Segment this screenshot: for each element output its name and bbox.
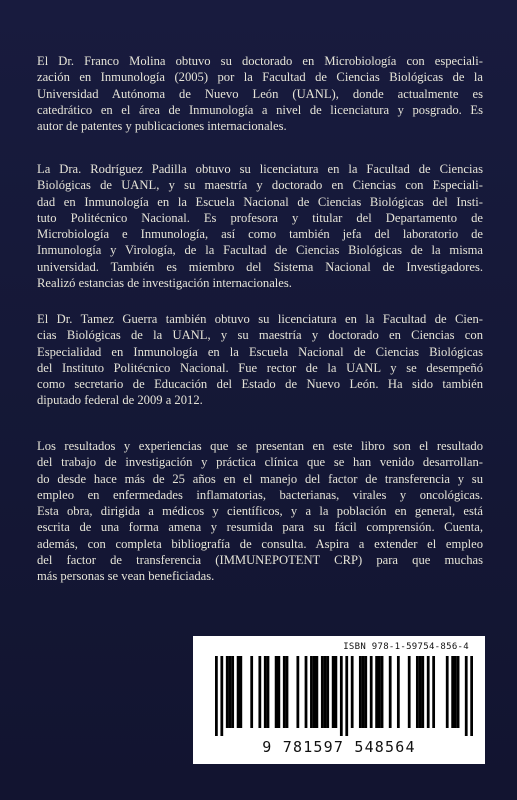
text-line: del trabajo de investigación y práctica clínica que se han venido desarrollan- (37, 455, 483, 470)
barcode-bar (351, 656, 354, 728)
barcode-bar (286, 656, 289, 728)
text-line: Especialidad en Inmunología en la Escuela Nacional de Ciencias Biológicas (37, 344, 483, 359)
text-line: do desde hace más de 25 años en el manejo del factor de transferencia y su (37, 471, 483, 486)
text-line: del factor de transferencia (IMMUNEPOTENT CRP) para que muchas (37, 553, 483, 568)
text-line: zación en Inmunología (2005) por la Facultad de Ciencias Biológicas de la (37, 70, 483, 85)
bio-franco-molina (37, 53, 483, 134)
barcode-bar (454, 656, 457, 728)
bio-tamez-guerra (37, 311, 483, 409)
text-line: La Dra. Rodríguez Padilla obtuvo su licenciatura en la Facultad de Ciencias (37, 162, 483, 176)
text-line: empleo en enfermedades inflamatorias, bacterianas, virales y oncológicas. (37, 487, 483, 502)
barcode-bar (345, 656, 348, 736)
barcode-bar (451, 656, 454, 728)
text-line: Biológicas de UANL, y su maestría y doctorado en Ciencias con Especiali- (37, 178, 483, 193)
text-line: más personas se vean beneficiadas. (37, 569, 215, 584)
barcode-bar (231, 656, 234, 728)
barcode-bar (275, 656, 278, 728)
text-line: Esta obra, dirigida a médicos y científicos, y a la población en general, está (37, 504, 483, 519)
barcode-bar (362, 656, 365, 728)
bio-rodriguez-padilla (37, 161, 483, 291)
text-line: diputado federal de 2009 a 2012. (37, 393, 203, 408)
barcode-bar (296, 656, 299, 728)
text-line: además, con completa bibliografía de consulta. Aspira a extender el empleo (37, 536, 483, 551)
text-line: El Dr. Franco Molina obtuvo su doctorado en Microbiología con especiali- (37, 54, 483, 68)
barcode-bar (305, 656, 308, 728)
barcode-bar (446, 656, 449, 728)
barcode-bar (313, 656, 316, 728)
barcode-bar (397, 656, 400, 728)
barcode-bar (229, 656, 232, 728)
barcode-bar (267, 656, 270, 728)
barcode-bar (321, 656, 324, 728)
barcode-bar (239, 656, 242, 728)
text-line: catedrático en el área de Inmunología a nivel de licenciatura y posgrado. Es (37, 102, 483, 117)
isbn-label: ISBN 978-1-59754-856-4 (343, 642, 469, 652)
text-line: dad en Inmunología en la Escuela Nacional de Ciencias Biológicas del Insti- (37, 194, 483, 209)
barcode-digits: 9 781597 548564 (262, 738, 416, 756)
text-line: autor de patentes y publicaciones internacionales. (37, 119, 287, 134)
barcode-bar (427, 656, 430, 728)
barcode-bar (378, 656, 381, 728)
barcode-bar (264, 656, 267, 728)
barcode-bar (389, 656, 392, 728)
barcode-bar (215, 656, 218, 736)
barcode-bar (332, 656, 335, 728)
barcode-bar (432, 656, 435, 728)
barcode-bar (340, 656, 343, 736)
text-line: del Instituto Politécnico Nacional. Fue rector de la UANL y se desempeñó (37, 360, 483, 375)
barcode-bar (375, 656, 378, 728)
barcode-bar (457, 656, 460, 728)
barcode-bar (334, 656, 337, 728)
barcode-bar (408, 656, 411, 728)
text-line: escrita de una forma amena y resumida para su fácil comprensión. Cuenta, (37, 520, 483, 535)
barcode-bar (310, 656, 313, 728)
barcode-bar (364, 656, 367, 728)
text-line: tuto Politécnico Nacional. Es profesora y titular del Departamento de (37, 210, 483, 225)
book-summary (37, 438, 483, 585)
text-line: Inmunología y Virología, de la Facultad de Ciencias Biológicas de la misma (37, 243, 483, 258)
text-line: Microbiología e Inmunología, así como también jefa del laboratorio de (37, 227, 483, 242)
barcode-bar (465, 656, 468, 736)
barcode-bar (283, 656, 286, 728)
text-line: cias Biológicas de la UANL, y su maestría y doctorado en Ciencias con (37, 328, 483, 343)
barcode-bar (326, 656, 329, 728)
barcode-bar (419, 656, 422, 728)
text-line: Los resultados y experiencias que se presentan en este libro son el resultado (37, 439, 483, 453)
barcode-bar (470, 656, 473, 736)
barcode-bar (277, 656, 280, 728)
barcode-bar (324, 656, 327, 728)
barcode-bar (359, 656, 362, 728)
barcode-bar (220, 656, 223, 736)
barcode-bar (416, 656, 419, 728)
text-line: El Dr. Tamez Guerra también obtuvo su licenciatura en la Facultad de Cien- (37, 312, 483, 326)
isbn-barcode (193, 636, 485, 764)
text-line: Realizó estancias de investigación internacionales. (37, 276, 292, 291)
text-line: universidad. También es miembro del Sistema Nacional de Investigadores. (37, 259, 483, 274)
barcode-bar (258, 656, 261, 728)
text-line: como secretario de Educación del Estado de Nuevo León. Ha sido también (37, 377, 483, 392)
barcode-bar (250, 656, 253, 728)
barcode-bar (237, 656, 240, 728)
text-line: Universidad Autónoma de Nuevo León (UANL), donde actualmente es (37, 86, 483, 101)
barcode-bar (370, 656, 373, 728)
barcode-bar (381, 656, 384, 728)
barcode-bar (421, 656, 424, 728)
barcode-bar (315, 656, 318, 728)
barcode-bars (215, 656, 473, 736)
barcode-bar (226, 656, 229, 728)
